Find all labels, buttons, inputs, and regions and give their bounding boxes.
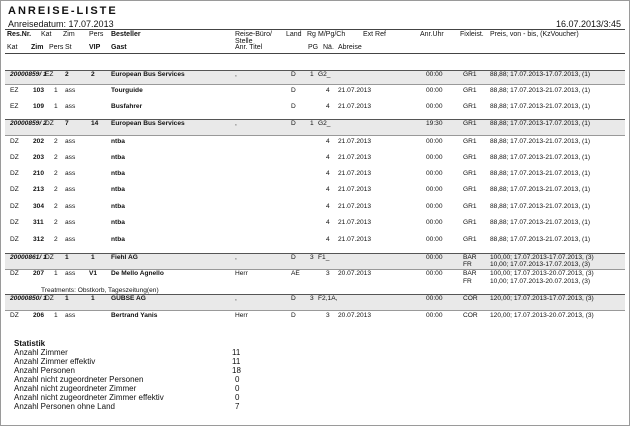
guest-st: ass — [65, 312, 76, 319]
guest-st: ass — [65, 87, 76, 94]
statistic-label: Anzahl Zimmer effektiv — [14, 357, 96, 366]
reservation-number: 20000859/ 1 — [10, 71, 47, 78]
guest-name: ntba — [111, 203, 125, 210]
guest-uhr: 00:00 — [426, 219, 443, 226]
guest-kat: DZ — [10, 138, 19, 145]
guest-fix: GR1 — [463, 170, 477, 177]
guest-zim: 206 — [33, 312, 45, 319]
guest-row[interactable] — [5, 103, 625, 113]
guest-land: D — [291, 312, 296, 319]
header-anrtitel: Anr. Titel — [235, 44, 263, 51]
group-rg: 3 — [310, 254, 314, 261]
guest-preis: 88,88; 17.07.2013-21.07.2013, (1) — [490, 87, 591, 94]
guest-pers: 2 — [54, 154, 58, 161]
group-zim: 7 — [65, 120, 69, 127]
guest-name: Tourguide — [111, 87, 143, 94]
guest-uhr: 00:00 — [426, 270, 443, 277]
group-mpg: F2,1A, — [318, 295, 338, 302]
group-rg: 1 — [310, 120, 314, 127]
guest-zim: 312 — [33, 236, 45, 243]
guest-pg: 4 — [326, 154, 330, 161]
group-uhr: 00:00 — [426, 254, 443, 261]
statistic-value: 18 — [232, 366, 241, 375]
guest-abreise: 20.07.2013 — [338, 312, 372, 319]
group-fix: BAR — [463, 254, 477, 261]
group-uhr: 00:00 — [426, 71, 443, 78]
guest-row[interactable] — [5, 170, 625, 180]
group-pers: 2 — [91, 71, 95, 78]
guest-pg: 4 — [326, 138, 330, 145]
guest-st: ass — [65, 154, 76, 161]
group-preis: 100,00; 17.07.2013-17.07.2013, (3) — [490, 254, 594, 261]
guest-abreise: 21.07.2013 — [338, 236, 372, 243]
guest-row[interactable] — [5, 219, 625, 229]
guest-kat: DZ — [10, 170, 19, 177]
header-zim: Zim — [63, 31, 75, 38]
header-rg: Rg — [307, 31, 316, 38]
guest-pers: 2 — [54, 203, 58, 210]
group-besteller: Fiehl AG — [111, 254, 138, 261]
guest-zim: 109 — [33, 103, 45, 110]
guest-preis: 120,00; 17.07.2013-20.07.2013, (3) — [490, 312, 594, 319]
guest-uhr: 00:00 — [426, 170, 443, 177]
group-besteller: European Bus Services — [111, 71, 185, 78]
guest-pers: 1 — [54, 103, 58, 110]
guest-row[interactable] — [5, 186, 625, 196]
guest-pers: 1 — [54, 87, 58, 94]
header-st: St — [65, 44, 72, 51]
guest-uhr: 00:00 — [426, 186, 443, 193]
guest-name: ntba — [111, 219, 125, 226]
header-nae: Nä. — [323, 44, 334, 51]
guest-vip: V1 — [89, 270, 98, 277]
guest-fix: GR1 — [463, 138, 477, 145]
group-mpg: G2_ — [318, 71, 331, 78]
guest-row[interactable] — [5, 87, 625, 97]
guest-pg: 4 — [326, 203, 330, 210]
group-land: D — [291, 71, 296, 78]
guest-titel: Herr — [235, 312, 248, 319]
group-land: D — [291, 120, 296, 127]
statistic-label: Anzahl nicht zugeordneter Zimmer effektiv — [14, 393, 164, 402]
group-titel: , — [235, 120, 237, 127]
group-land: D — [291, 254, 296, 261]
guest-pers: 2 — [54, 138, 58, 145]
guest-st: ass — [65, 203, 76, 210]
group-pers: 1 — [91, 254, 95, 261]
guest-zim: 203 — [33, 154, 45, 161]
statistics-title: Statistik — [14, 339, 46, 348]
guest-name: De Mello Agnello — [111, 270, 164, 277]
header-anruhr: Anr.Uhr — [420, 31, 444, 38]
group-titel: , — [235, 295, 237, 302]
guest-kat: DZ — [10, 236, 19, 243]
guest-row[interactable] — [5, 138, 625, 148]
statistic-value: 0 — [235, 375, 240, 384]
header-kat: Kat — [41, 31, 52, 38]
group-pers: 14 — [91, 120, 99, 127]
statistic-row — [14, 393, 244, 402]
header-kat2: Kat — [7, 44, 18, 51]
arrival-date: Anreisedatum: 17.07.2013 — [8, 19, 114, 29]
guest-preis: 88,88; 17.07.2013-21.07.2013, (1) — [490, 203, 591, 210]
guest-pg: 4 — [326, 219, 330, 226]
group-besteller: GÜBSE AG — [111, 295, 146, 302]
header-zim2: Zim — [31, 44, 44, 51]
guest-uhr: 00:00 — [426, 236, 443, 243]
guest-fix: GR1 — [463, 203, 477, 210]
group-preis: 88,88; 17.07.2013-17.07.2013, (1) — [490, 71, 591, 78]
guest-abreise: 21.07.2013 — [338, 219, 372, 226]
reservation-number: 20000861/ 1 — [10, 254, 47, 261]
guest-zim: 210 — [33, 170, 45, 177]
group-fix: GR1 — [463, 71, 477, 78]
guest-st: ass — [65, 219, 76, 226]
guest-st: ass — [65, 186, 76, 193]
group-rg: 1 — [310, 71, 314, 78]
header-reisebuero: Reise-Büro/ — [235, 31, 272, 38]
guest-kat: DZ — [10, 270, 19, 277]
guest-preis: 88,88; 17.07.2013-21.07.2013, (1) — [490, 170, 591, 177]
group-land: D — [291, 295, 296, 302]
guest-abreise: 21.07.2013 — [338, 138, 372, 145]
header-mpgch: M/Pg/Ch — [318, 31, 346, 38]
group-titel: , — [235, 254, 237, 261]
guest-pg: 3 — [326, 270, 330, 277]
guest-pg: 4 — [326, 103, 330, 110]
statistic-row — [14, 402, 244, 411]
guest-zim: 202 — [33, 138, 45, 145]
statistic-label: Anzahl Personen ohne Land — [14, 402, 115, 411]
guest-preis: 88,88; 17.07.2013-21.07.2013, (1) — [490, 219, 591, 226]
statistic-value: 0 — [235, 384, 240, 393]
guest-fix: BAR — [463, 270, 477, 277]
guest-abreise: 21.07.2013 — [338, 154, 372, 161]
guest-fix: GR1 — [463, 186, 477, 193]
guest-pg: 4 — [326, 236, 330, 243]
reservation-group-row[interactable] — [5, 253, 625, 270]
guest-row[interactable] — [5, 312, 625, 322]
guest-pg: 4 — [326, 87, 330, 94]
guest-pg: 4 — [326, 170, 330, 177]
reservation-group-row[interactable] — [5, 70, 625, 85]
group-mpg: G2_ — [318, 120, 331, 127]
print-timestamp: 16.07.2013/3:45 — [555, 19, 621, 29]
group-besteller: European Bus Services — [111, 120, 185, 127]
header-preis: Preis, von - bis, (KzVoucher) — [490, 31, 579, 38]
guest-fix-2: FR — [463, 278, 472, 285]
guest-kat: DZ — [10, 154, 19, 161]
guest-name: ntba — [111, 154, 125, 161]
guest-abreise: 20.07.2013 — [338, 270, 372, 277]
guest-land: D — [291, 87, 296, 94]
guest-fix: COR — [463, 312, 478, 319]
guest-land: AE — [291, 270, 300, 277]
group-kat: EZ — [45, 71, 54, 78]
guest-abreise: 21.07.2013 — [338, 186, 372, 193]
guest-pers: 2 — [54, 219, 58, 226]
statistic-label: Anzahl Zimmer — [14, 348, 68, 357]
guest-preis-2: 10,00; 17.07.2013-20.07.2013, (3) — [490, 278, 591, 285]
guest-name: ntba — [111, 138, 125, 145]
statistic-label: Anzahl nicht zugeordneter Personen — [14, 375, 144, 384]
statistic-value: 0 — [235, 393, 240, 402]
group-titel: , — [235, 71, 237, 78]
group-rg: 3 — [310, 295, 314, 302]
guest-fix: GR1 — [463, 154, 477, 161]
guest-pers: 2 — [54, 186, 58, 193]
guest-kat: DZ — [10, 312, 19, 319]
guest-preis: 88,88; 17.07.2013-21.07.2013, (1) — [490, 103, 591, 110]
header-abreise: Abreise — [338, 44, 362, 51]
guest-preis: 88,88; 17.07.2013-21.07.2013, (1) — [490, 236, 591, 243]
header-pers: Pers — [89, 31, 104, 38]
reservation-group-row[interactable] — [5, 119, 625, 136]
guest-pg: 4 — [326, 186, 330, 193]
report-title: ANREISE-LISTE — [8, 5, 118, 17]
guest-row[interactable] — [5, 270, 625, 288]
guest-abreise: 21.07.2013 — [338, 103, 372, 110]
guest-zim: 103 — [33, 87, 45, 94]
header-land: Land — [286, 31, 302, 38]
guest-preis: 100,00; 17.07.2013-20.07.2013, (3) — [490, 270, 594, 277]
group-zim: 2 — [65, 71, 69, 78]
guest-kat: DZ — [10, 186, 19, 193]
guest-uhr: 00:00 — [426, 87, 443, 94]
column-header — [5, 29, 625, 54]
guest-row[interactable] — [5, 203, 625, 213]
guest-pers: 2 — [54, 170, 58, 177]
guest-name: Bertrand Yanis — [111, 312, 158, 319]
guest-kat: DZ — [10, 219, 19, 226]
guest-pers: 2 — [54, 236, 58, 243]
guest-kat: DZ — [10, 203, 19, 210]
statistic-value: 7 — [235, 402, 240, 411]
guest-zim: 311 — [33, 219, 44, 226]
group-preis-2: 10,00; 17.07.2013-17.07.2013, (3) — [490, 261, 591, 268]
group-pers: 1 — [91, 295, 95, 302]
guest-st: ass — [65, 138, 76, 145]
guest-pers: 1 — [54, 312, 58, 319]
guest-st: ass — [65, 270, 76, 277]
guest-zim: 304 — [33, 203, 45, 210]
guest-zim: 213 — [33, 186, 45, 193]
guest-uhr: 00:00 — [426, 138, 443, 145]
guest-land: D — [291, 103, 296, 110]
header-resnr: Res.Nr. — [7, 31, 32, 38]
guest-name: ntba — [111, 170, 125, 177]
guest-fix: GR1 — [463, 87, 477, 94]
guest-uhr: 00:00 — [426, 154, 443, 161]
guest-name: ntba — [111, 236, 125, 243]
guest-fix: GR1 — [463, 219, 477, 226]
group-zim: 1 — [65, 295, 69, 302]
group-fix: COR — [463, 295, 478, 302]
statistic-row — [14, 348, 244, 357]
guest-fix: GR1 — [463, 236, 477, 243]
guest-pg: 3 — [326, 312, 330, 319]
group-kat: DZ — [45, 254, 54, 261]
guest-kat: EZ — [10, 87, 19, 94]
reservation-number: 20000850/ 1 — [10, 295, 47, 302]
statistic-label: Anzahl Personen — [14, 366, 75, 375]
statistic-value: 11 — [232, 348, 241, 357]
guest-preis: 88,88; 17.07.2013-21.07.2013, (1) — [490, 186, 591, 193]
statistic-row — [14, 384, 244, 393]
statistic-label: Anzahl nicht zugeordneter Zimmer — [14, 384, 137, 393]
reservation-group-row[interactable] — [5, 294, 625, 311]
treatment-note: Treatments: Obstkorb, Tageszeitung(en) — [41, 287, 159, 294]
header-besteller: Besteller — [111, 31, 141, 38]
guest-zim: 207 — [33, 270, 45, 277]
header-fixleist: Fixleist. — [460, 31, 484, 38]
guest-uhr: 00:00 — [426, 103, 443, 110]
guest-titel: Herr — [235, 270, 248, 277]
header-vip: VIP — [89, 44, 101, 51]
guest-st: ass — [65, 236, 76, 243]
group-preis: 88,88; 17.07.2013-17.07.2013, (1) — [490, 120, 591, 127]
group-uhr: 19:30 — [426, 120, 443, 127]
group-mpg: F1_ — [318, 254, 330, 261]
group-preis: 120,00; 17.07.2013-17.07.2013, (3) — [490, 295, 594, 302]
header-extref: Ext Ref — [363, 31, 386, 38]
guest-uhr: 00:00 — [426, 203, 443, 210]
statistic-row — [14, 375, 244, 384]
guest-row[interactable] — [5, 154, 625, 164]
group-fix: GR1 — [463, 120, 477, 127]
guest-kat: EZ — [10, 103, 19, 110]
group-zim: 1 — [65, 254, 69, 261]
header-pers2: Pers — [49, 44, 64, 51]
group-kat: DZ — [45, 120, 54, 127]
guest-abreise: 21.07.2013 — [338, 203, 372, 210]
guest-row[interactable] — [5, 236, 625, 246]
header-pg: PG — [308, 44, 319, 51]
guest-pers: 1 — [54, 270, 58, 277]
guest-preis: 88,88; 17.07.2013-21.07.2013, (1) — [490, 154, 591, 161]
statistic-row — [14, 366, 244, 375]
guest-abreise: 21.07.2013 — [338, 170, 372, 177]
header-stelle: Stelle — [235, 38, 253, 45]
group-fix-2: FR — [463, 261, 472, 268]
guest-st: ass — [65, 103, 76, 110]
guest-name: ntba — [111, 186, 125, 193]
statistic-value: 11 — [232, 357, 241, 366]
group-uhr: 00:00 — [426, 295, 443, 302]
guest-name: Busfahrer — [111, 103, 143, 110]
guest-fix: GR1 — [463, 103, 477, 110]
guest-preis: 88,88; 17.07.2013-21.07.2013, (1) — [490, 138, 591, 145]
reservation-number: 20000859/ 2 — [10, 120, 47, 127]
group-kat: DZ — [45, 295, 54, 302]
statistic-row — [14, 357, 244, 366]
guest-uhr: 00:00 — [426, 312, 443, 319]
guest-abreise: 21.07.2013 — [338, 87, 372, 94]
guest-st: ass — [65, 170, 76, 177]
header-gast: Gast — [111, 44, 127, 51]
